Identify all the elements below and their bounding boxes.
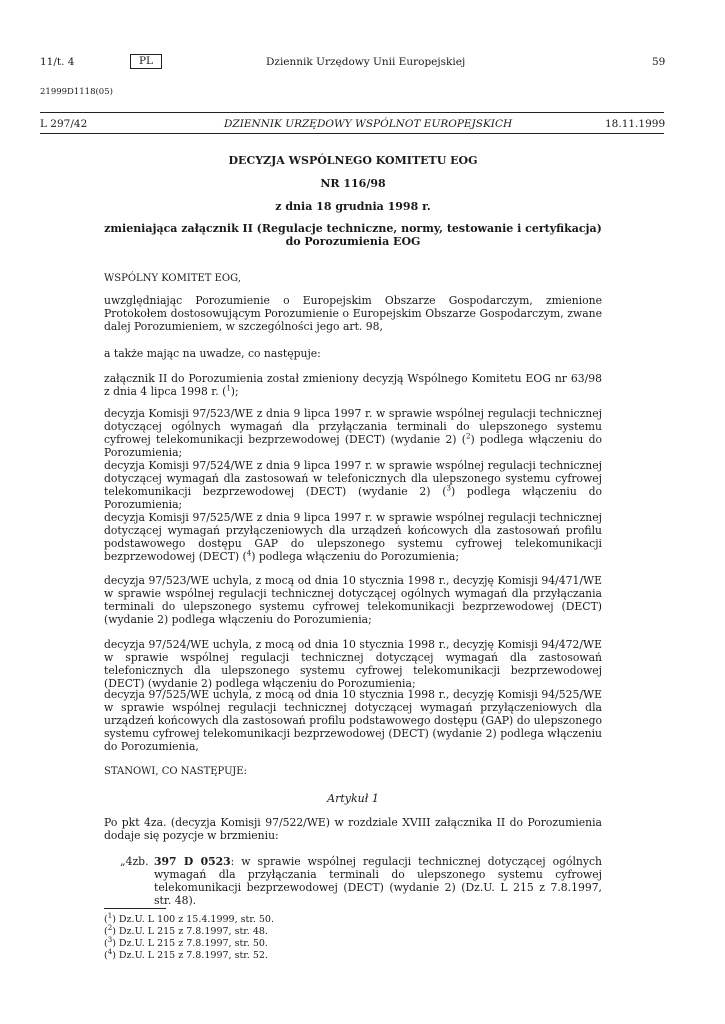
recital-1-text: załącznik II do Porozumienia został zmieniony decyzją Wspólnego Komitetu EOG nr 63/98 z dnia 4 lipca 1998 r. ( [104, 372, 602, 398]
decision-date: z dnia 18 grudnia 1998 r. [275, 200, 431, 213]
committee-line: WSPÓLNY KOMITET EOG, [104, 273, 241, 284]
footnote-separator [104, 908, 166, 909]
page-number: 59 [652, 56, 666, 68]
decides-line: STANOWI, CO NASTĘPUJE: [104, 766, 247, 777]
footnote-2: ($^2$) Dz.U. L 215 z 7.8.1997, str. 48. [104, 923, 268, 937]
recital-4 [104, 511, 602, 563]
recital-1-end: ); [230, 385, 239, 398]
article-text: Po pkt 4za. (decyzja Komisji 97/522/WE) w rozdziale XVIII załącznika II do Porozumienia dodaje się pozycje w brzmieniu: [104, 816, 602, 842]
footnote-3-num: 3 [107, 935, 113, 944]
footnote-ref-2: 2 [465, 432, 471, 441]
recital-intro: uwzględniając Porozumienie o Europejskim Obszarze Gospodarczym, zmienione Protokołem dostosowującym Porozumienie o Europejskim Obszarze Gospodarczym, zwane dalej Porozumieniem, w szczególności jego art. 98, [104, 294, 602, 333]
recital-2-end: ) podlega włączeniu do Porozumienia; [104, 433, 602, 459]
footnote-1: ($^1$) Dz.U. L 100 z 15.4.1999, str. 50. [104, 911, 274, 925]
recital-6: decyzja 97/524/WE uchyla, z mocą od dnia 10 stycznia 1998 r., decyzję Komisji 94/472/WE w sprawie wspólnej regulacji technicznej dotyczącej wymagań dla zastosowań telefonicznych dla ulepszonego systemu cyfrowej telekomunikacji bezprzewodowej (DECT) (wydanie 2) podlega włączeniu do Porozumienia; [104, 638, 602, 690]
footnote-2-text: Dz.U. L 215 z 7.8.1997, str. 48. [118, 926, 268, 937]
journal-title: Dziennik Urzędowy Unii Europejskiej [266, 56, 466, 68]
item-label: „4zb. [120, 855, 149, 868]
footnote-ref-1: 1 [226, 384, 231, 393]
header-rule-bottom [40, 133, 664, 134]
footnote-3-text: Dz.U. L 215 z 7.8.1997, str. 50. [118, 938, 268, 949]
article-title: Artykuł 1 [327, 792, 379, 805]
footnote-ref-4: 4 [246, 549, 252, 558]
item-celex: 397 D 0523 [154, 855, 231, 868]
recital-2 [104, 407, 602, 459]
oj-journal-title: DZIENNIK URZĘDOWY WSPÓLNOT EUROPEJSKICH [224, 118, 513, 130]
recital-4-text: decyzja Komisji 97/525/WE z dnia 9 lipca 1997 r. w sprawie wspólnej regulacji technicznej dotyczącej wymagań przyłączeniowych dla urządzeń końcowych dla zastosowań profilu podstawowego dostępu GAP do ulepszonego systemu cyfrowej telekomunikacji bezprzewodowej (DECT) ( [104, 511, 602, 563]
decision-subject: zmieniająca załącznik II (Regulacje techniczne, normy, testowanie i certyfikacja) do Porozumienia EOG [104, 222, 602, 248]
recital-1 [104, 372, 602, 398]
footnote-3: ($^3$) Dz.U. L 215 z 7.8.1997, str. 50. [104, 935, 268, 949]
decision-title: DECYZJA WSPÓLNEGO KOMITETU EOG [228, 154, 478, 167]
header-rule-top [40, 112, 664, 113]
item-entry [154, 855, 602, 907]
recital-5: decyzja 97/523/WE uchyla, z mocą od dnia 10 stycznia 1998 r., decyzję Komisji 94/471/WE w sprawie wspólnej regulacji technicznej dotyczącej ogólnych wymagań dla przyłączania terminali do ulepszonego systemu cyfrowej telekomunikacji bezprzewodowej (DECT) (wydanie 2) podlega włączeniu do Porozumienia; [104, 574, 602, 626]
recital-3 [104, 459, 602, 511]
oj-date: 18.11.1999 [605, 118, 666, 130]
footnote-4: ($^4$) Dz.U. L 215 z 7.8.1997, str. 52. [104, 947, 268, 961]
footnote-4-text: Dz.U. L 215 z 7.8.1997, str. 52. [118, 950, 268, 961]
footnote-1-num: 1 [107, 911, 113, 920]
recital-4-end: ) podlega włączeniu do Porozumienia; [251, 550, 459, 563]
footnote-4-num: 4 [107, 947, 113, 956]
recital-3-text: decyzja Komisji 97/524/WE z dnia 9 lipca 1997 r. w sprawie wspólnej regulacji technicznej dotyczącej wymagań dla zastosowań w telefonicznych dla ulepszonego systemu cyfrowej telekomunikacji bezprzewodowej (DECT) (wydanie 2) ( [104, 459, 602, 498]
recital-7: decyzja 97/525/WE uchyla, z mocą od dnia 10 stycznia 1998 r., decyzję Komisji 94/525/WE w sprawie wspólnej regulacji technicznej dotyczącej wymagań przyłączeniowych dla urządzeń końcowych dla zastosowań profilu podstawowego dostępu (GAP) do ulepszonego systemu cyfrowej telekomunikacji bezprzewodowej (DECT) (wydanie 2) podlega włączeniu do Porozumienia, [104, 688, 602, 753]
footnote-ref-3: 3 [446, 484, 451, 493]
recital-2-text: decyzja Komisji 97/523/WE z dnia 9 lipca 1997 r. w sprawie wspólnej regulacji technicznej dotyczącej ogólnych wymagań dla przyłączania terminali do ulepszonego systemu cyfrowej telekomunikacji bezprzewodowej (DECT) (wydanie 2) ( [104, 407, 602, 446]
whereas-line: a także mając na uwadze, co następuje: [104, 347, 321, 360]
document-id: 21999D1118(05) [40, 87, 113, 97]
footnote-1-text: Dz.U. L 100 z 15.4.1999, str. 50. [118, 914, 274, 925]
recital-3-end: ) podlega włączeniu do Porozumienia; [104, 485, 603, 511]
language-badge: PL [130, 54, 162, 69]
oj-reference: L 297/42 [40, 118, 88, 130]
footnote-2-num: 2 [107, 923, 113, 932]
item-text: : w sprawie wspólnej regulacji technicznej dotyczącej ogólnych wymagań dla przyłączania terminali do ulepszonego systemu cyfrowej telekomunikacji bezprzewodowej (DECT) (wydanie 2) (Dz.U. L 215 z 7.8.1997, str. 48). [154, 855, 602, 907]
volume-ref: 11/t. 4 [40, 56, 75, 68]
decision-number: NR 116/98 [320, 177, 386, 190]
